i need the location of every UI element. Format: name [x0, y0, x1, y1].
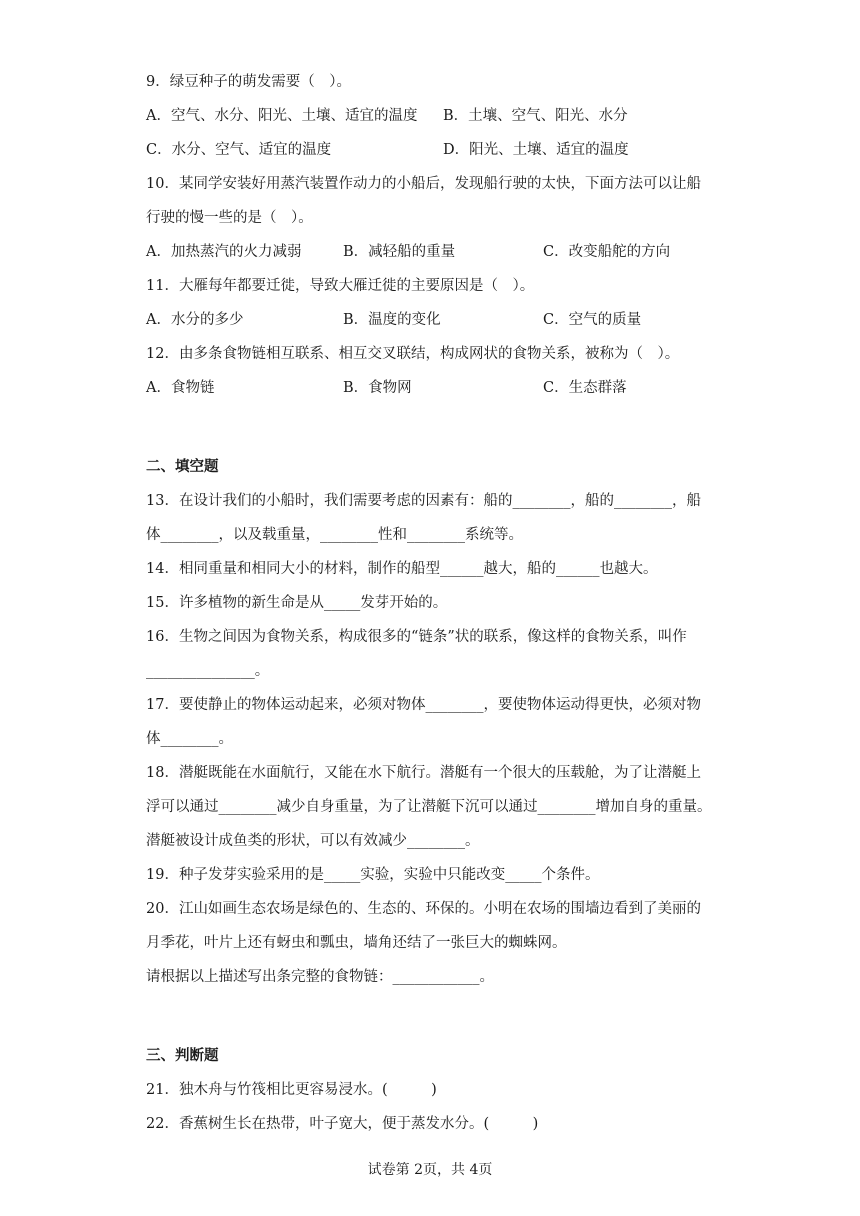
q11-option-c: C．空气的质量 [543, 312, 642, 328]
q9-option-b: B．土壤、空气、阳光、水分 [443, 108, 628, 124]
q18-line2: 浮可以通过________减少自身重量，为了让潜艇下沉可以通过________增加自身的重量。 [146, 799, 712, 815]
q9-option-d: D．阳光、土壤、适宜的温度 [443, 142, 629, 158]
q16-line1: 16．生物之间因为食物关系，构成很多的“链条”状的联系，像这样的食物关系，叫作 [146, 629, 687, 645]
q12-stem: 12．由多条食物链相互联系、相互交叉联结，构成网状的食物关系，被称为（ ）。 [146, 346, 680, 362]
q18-line1: 18．潜艇既能在水面航行，又能在水下航行。潜艇有一个很大的压载舱，为了让潜艇上 [146, 765, 701, 781]
q9-option-a: A．空气、水分、阳光、土壤、适宜的温度 [146, 108, 418, 124]
q20-line2: 月季花，叶片上还有蚜虫和瓢虫，墙角还结了一张巨大的蜘蛛网。 [146, 935, 567, 951]
section-judgment-title: 三、判断题 [146, 1048, 219, 1064]
q15: 15．许多植物的新生命是从_____发芽开始的。 [146, 595, 448, 611]
q11-option-a: A．水分的多少 [146, 312, 244, 328]
q11-option-b: B．温度的变化 [343, 312, 441, 328]
q12-option-b: B．食物网 [343, 380, 412, 396]
q14: 14．相同重量和相同大小的材料，制作的船型______越大，船的______也越大。 [146, 561, 658, 577]
q11-stem: 11．大雁每年都要迁徙，导致大雁迁徙的主要原因是（ ）。 [146, 278, 535, 294]
q20-line3: 请根据以上描述写出条完整的食物链：____________。 [146, 969, 494, 985]
section-fill-in-title: 二、填空题 [146, 459, 219, 475]
q22: 22．香蕉树生长在热带，叶子宽大，便于蒸发水分。( ) [146, 1116, 539, 1132]
q13-line2: 体________，以及载重量，________性和________系统等。 [146, 527, 523, 543]
q16-line2: _______________。 [146, 663, 270, 679]
q20-line1: 20．江山如画生态农场是绿色的、生态的、环保的。小明在农场的围墙边看到了美丽的 [146, 901, 701, 917]
q12-option-c: C．生态群落 [543, 380, 627, 396]
q10-option-a: A．加热蒸汽的火力减弱 [146, 244, 302, 260]
q10-stem-line1: 10．某同学安装好用蒸汽装置作动力的小船后，发现船行驶的太快，下面方法可以让船 [146, 176, 701, 192]
q10-option-b: B．减轻船的重量 [343, 244, 456, 260]
q19: 19．种子发芽实验采用的是_____实验，实验中只能改变_____个条件。 [146, 867, 600, 883]
q9-stem: 9．绿豆种子的萌发需要（ ）。 [146, 74, 351, 90]
q18-line3: 潜艇被设计成鱼类的形状，可以有效减少________。 [146, 833, 480, 849]
q10-stem-line2: 行驶的慢一些的是（ ）。 [146, 210, 313, 226]
q21: 21．独木舟与竹筏相比更容易浸水。( ) [146, 1082, 437, 1098]
q9-option-c: C．水分、空气、适宜的温度 [146, 142, 332, 158]
q10-option-c: C．改变船舵的方向 [543, 244, 671, 260]
q17-line1: 17．要使静止的物体运动起来，必须对物体________，要使物体运动得更快，必须对物 [146, 697, 701, 713]
q12-option-a: A．食物链 [146, 380, 215, 396]
q17-line2: 体________。 [146, 731, 233, 747]
q13-line1: 13．在设计我们的小船时，我们需要考虑的因素有：船的________，船的________，船 [146, 493, 701, 509]
page-footer: 试卷第 2页，共 4页 [367, 1162, 493, 1178]
